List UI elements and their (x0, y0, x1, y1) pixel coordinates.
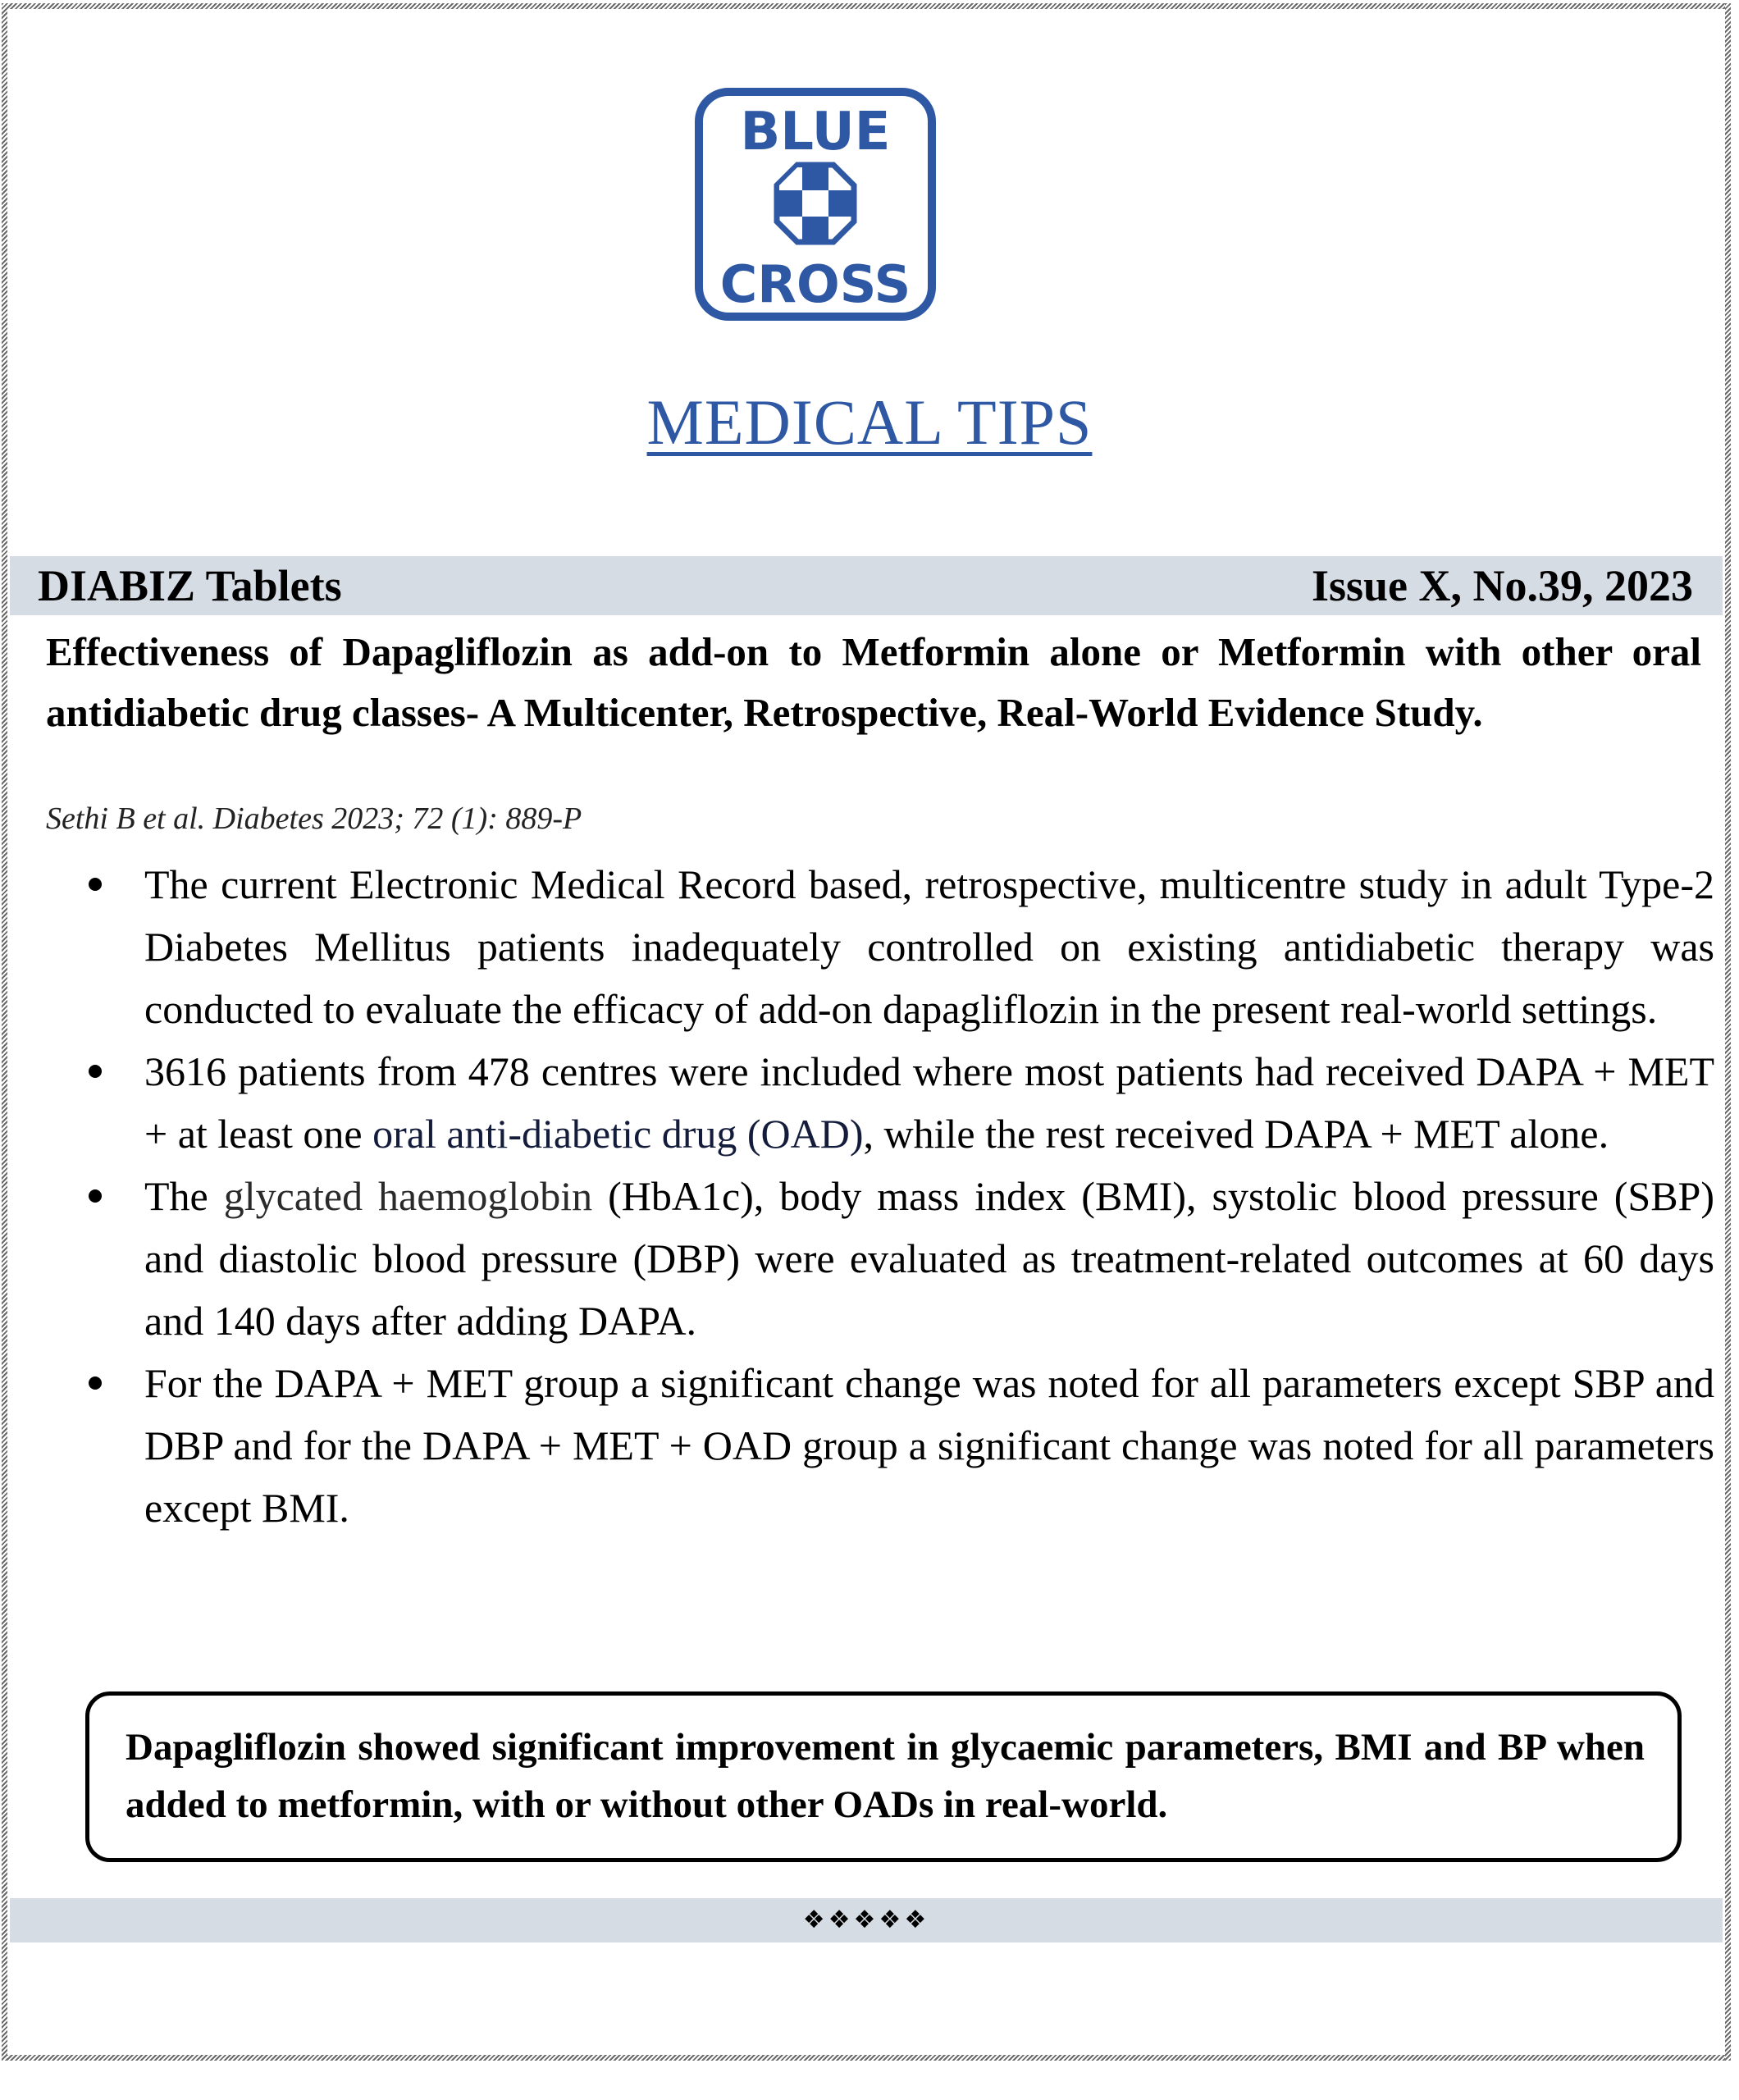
border-top (2, 3, 1731, 9)
bullet-icon (89, 878, 102, 891)
bullet-text: 3616 patients from 478 centres were included where most patients had received DAPA + MET + at least one (144, 1048, 1714, 1157)
key-points-list (49, 853, 1714, 1539)
checkered-octagon-cross-icon (777, 165, 854, 242)
header-band (10, 556, 1723, 615)
logo-text-cross: CROSS (719, 254, 911, 314)
bullet-text: , while the rest received DAPA + MET alone. (863, 1111, 1609, 1157)
bullet-icon (89, 1065, 102, 1078)
bullet-icon (89, 1376, 102, 1390)
border-left (2, 3, 7, 2061)
bullet-text: (HbA1c), body mass index (BMI), systolic blood pressure (SBP) and diastolic blood pressure (DBP) were evaluated as treatment-related outcomes at 60 days and 140 days after adding DAPA. (144, 1173, 1715, 1344)
bullet-highlight: glycated haemoglobin (223, 1173, 593, 1219)
bullet-highlight: oral anti-diabetic drug (OAD) (372, 1111, 864, 1157)
page-title: MEDICAL TIPS (646, 386, 1093, 458)
logo-text-blue: BLUE (740, 102, 891, 162)
footer-band (10, 1898, 1723, 1942)
product-name: DIABIZ Tablets (38, 561, 342, 610)
list-item (49, 1352, 1714, 1539)
border-bottom (2, 2055, 1731, 2061)
diamond-ornament-icon: ❖❖❖❖❖ (802, 1906, 930, 1934)
list-item (49, 853, 1714, 1040)
article-title: Effectiveness of Dapagliflozin as add-on to Metformin alone or Metformin with other oral antidiabetic drug classes- A Multicenter, Retrospective, Real-World Evidence Study. (46, 629, 1701, 735)
conclusion-text: Dapagliflozin showed significant improvement in glycaemic parameters, BMI and BP when added to metformin, with or without other OADs in real-world. (126, 1726, 1645, 1826)
issue-number: Issue X, No.39, 2023 (1311, 561, 1693, 610)
bullet-text: The (144, 1173, 224, 1219)
list-item (49, 1040, 1714, 1165)
bullet-text: The current Electronic Medical Record based, retrospective, multicentre study in adult Type-2 Diabetes Mellitus patients inadequately controlled on existing antidiabetic therapy was conducted to evaluate the efficacy of add-on dapagliflozin in the present real-world settings. (144, 861, 1714, 1032)
list-item (49, 1165, 1714, 1352)
bullet-icon (89, 1189, 102, 1203)
bullet-text: For the DAPA + MET group a significant change was noted for all parameters except SBP and DBP and for the DAPA + MET + OAD group a significant change was noted for all parameters except BMI. (144, 1360, 1714, 1531)
conclusion-box (85, 1691, 1682, 1862)
citation: Sethi B et al. Diabetes 2023; 72 (1): 889-P (46, 801, 582, 836)
blue-cross-logo (694, 87, 937, 322)
border-right (1725, 3, 1731, 2061)
